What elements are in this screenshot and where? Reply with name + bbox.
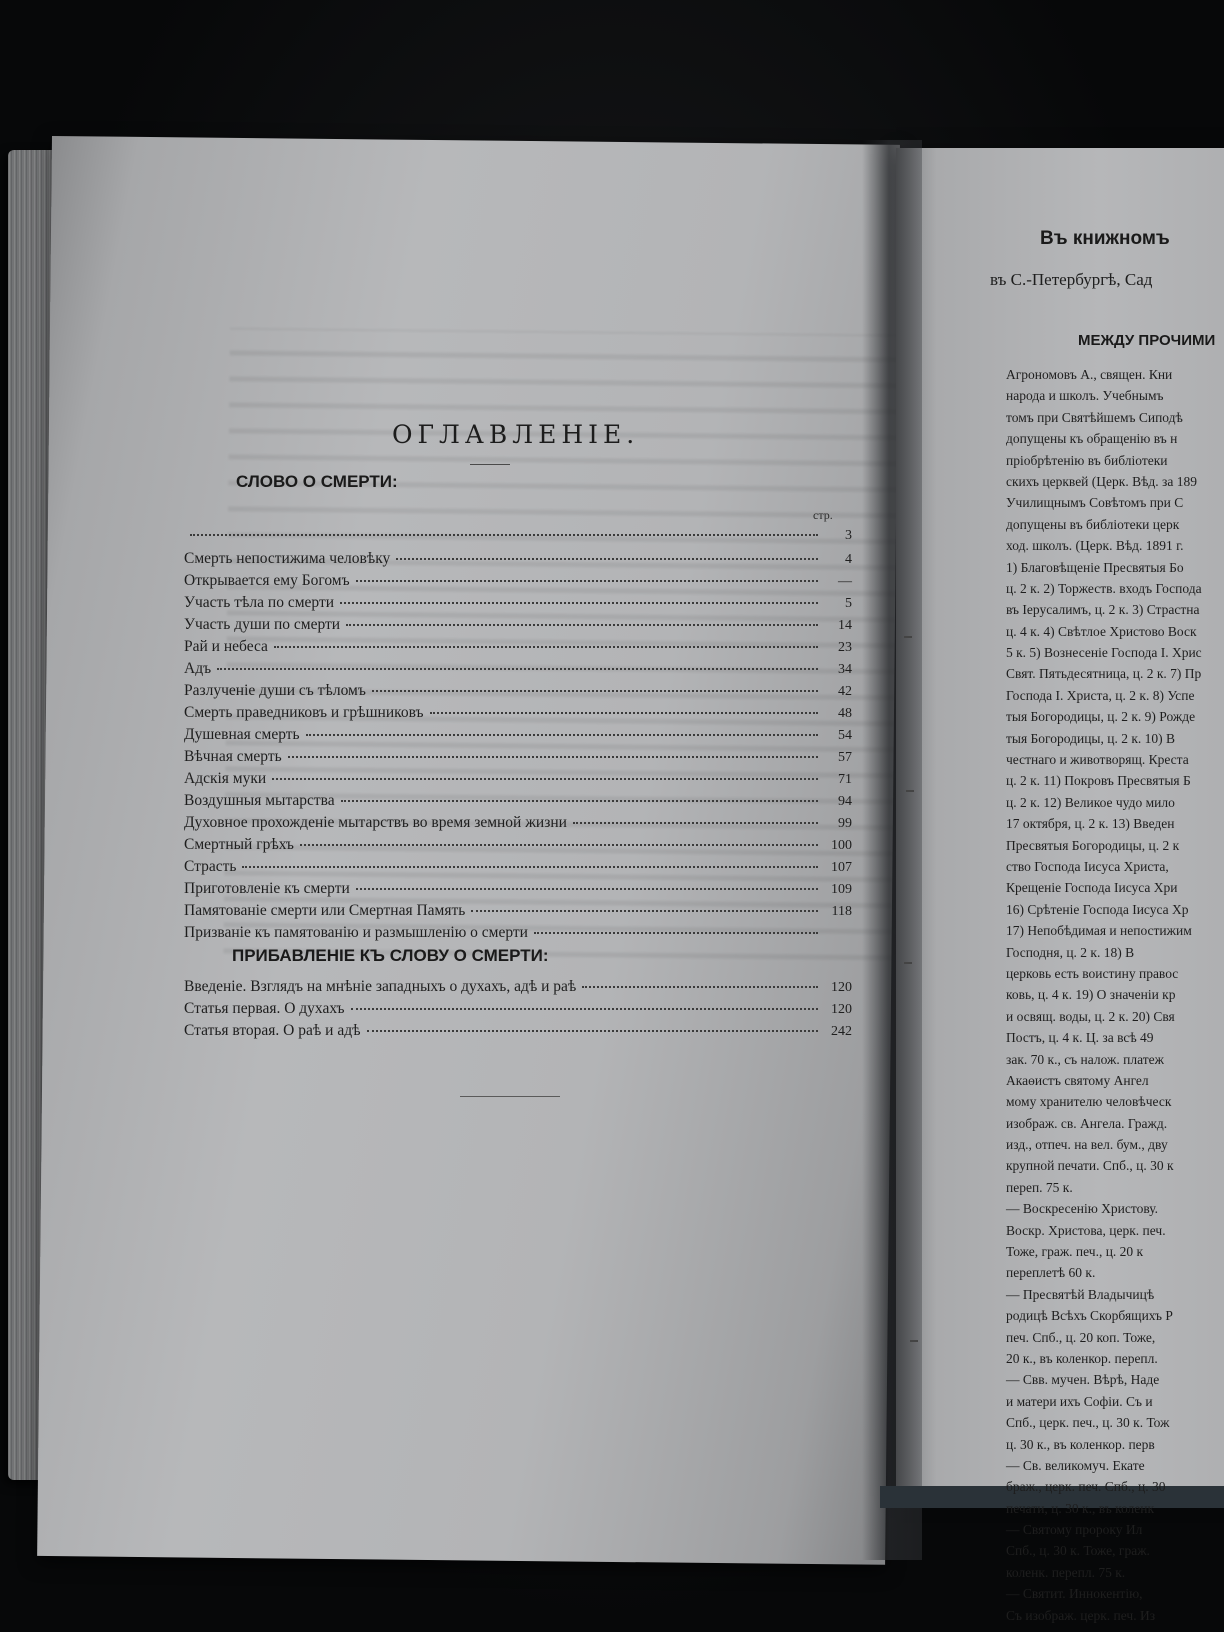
right-page-subheading: МЕЖДУ ПРОЧИМИ xyxy=(1078,332,1216,349)
toc-entry-page: 14 xyxy=(838,618,852,633)
dot-leader xyxy=(471,910,818,912)
text-line: ство Господа Іисуса Христа, xyxy=(1006,858,1169,874)
text-line: ц. 30 к., въ коленкор. перв xyxy=(1006,1436,1155,1452)
dot-leader xyxy=(396,558,818,560)
toc-entry-title: Духовное прохожденіе мытарствъ во время земной жизни xyxy=(184,814,567,831)
text-line: — Святому пророку Ил xyxy=(1006,1522,1143,1538)
gutter-shadow xyxy=(862,140,922,1560)
dot-leader xyxy=(217,668,818,670)
toc-entry xyxy=(184,792,852,814)
text-line: 1) Благовѣщеніе Пресвятыя Бо xyxy=(1006,559,1184,575)
toc-entry-page: 48 xyxy=(838,706,852,721)
toc-entry-page: 34 xyxy=(838,662,852,677)
text-line: мому хранителю человѣческ xyxy=(1006,1094,1172,1110)
toc-entry-title: Адъ xyxy=(184,660,212,677)
toc-entry xyxy=(184,770,852,792)
toc-entry-title: Рай и небеса xyxy=(184,638,268,655)
toc-entry-title: Страсть xyxy=(184,858,237,875)
text-line: ход. школъ. (Церк. Вѣд. 1891 г. xyxy=(1006,538,1184,554)
toc-entry xyxy=(184,528,852,550)
toc-entry-page: 242 xyxy=(831,1024,852,1039)
toc-entry xyxy=(184,1022,852,1044)
text-line: церковь есть воистину правос xyxy=(1006,965,1179,981)
text-line: родицѣ Всѣхъ Скорбящихъ Р xyxy=(1006,1308,1173,1324)
text-line: — Св. великомуч. Екате xyxy=(1006,1457,1145,1473)
toc-entry-title: Смертный грѣхъ xyxy=(184,836,294,853)
page-column-label: стр. xyxy=(813,508,833,522)
toc-entry-title: Участь души по смерти xyxy=(184,616,341,633)
toc-entry xyxy=(184,572,852,594)
page-nick xyxy=(906,790,914,792)
text-line: Господня, ц. 2 к. 18) В xyxy=(1006,944,1135,960)
text-line: — Воскресенію Христову. xyxy=(1006,1201,1159,1217)
toc-entry xyxy=(184,594,852,616)
dot-leader xyxy=(341,800,818,802)
dot-leader xyxy=(430,712,818,714)
text-line: — Свв. мучен. Вѣрѣ, Наде xyxy=(1006,1372,1160,1388)
toc-entry-title: Статья вторая. О раѣ и адѣ xyxy=(184,1022,361,1039)
toc-entry-page: 54 xyxy=(838,728,852,743)
dot-leader xyxy=(274,646,818,648)
text-line: печ. Спб., ц. 20 коп. Тоже, xyxy=(1006,1329,1156,1345)
text-line: скихъ церквей (Церк. Вѣд. за 189 xyxy=(1006,473,1197,489)
toc-entry-page: 109 xyxy=(831,882,852,897)
text-line: тыя Богородицы, ц. 2 к. 10) В xyxy=(1006,730,1176,746)
toc-entry-title: Вѣчная смерть xyxy=(184,748,282,765)
dot-leader xyxy=(300,844,818,846)
right-page-body xyxy=(1006,364,1224,1626)
page-nick xyxy=(904,962,912,964)
text-line: коленк. перепл. 75 к. xyxy=(1006,1564,1126,1580)
toc-entry xyxy=(184,638,852,660)
section2-heading: ПРИБАВЛЕНІЕ КЪ СЛОВУ О СМЕРТИ: xyxy=(232,946,549,965)
toc-entry xyxy=(184,748,852,770)
dot-leader xyxy=(351,1008,818,1010)
toc-entry-page: 118 xyxy=(831,904,852,919)
toc-entry xyxy=(184,978,852,1000)
dot-leader xyxy=(340,602,818,604)
text-line: допущены въ библіотеки церк xyxy=(1006,516,1180,532)
toc-entry-title: Адскія муки xyxy=(184,770,267,787)
toc-entry xyxy=(184,880,852,902)
text-line: Господа І. Христа, ц. 2 к. 8) Успе xyxy=(1006,687,1195,703)
text-line: ковь, ц. 4 к. 19) О значеніи кр xyxy=(1006,987,1176,1003)
text-line: и матери ихъ Софіи. Съ и xyxy=(1006,1393,1153,1409)
dot-leader xyxy=(190,534,818,536)
toc-entry-page: 5 xyxy=(845,596,852,611)
toc-entry xyxy=(184,1000,852,1022)
toc-entry-page: 57 xyxy=(838,750,852,765)
text-line: — Святит. Иннокентію, xyxy=(1006,1586,1143,1602)
text-line: Съ изображ. церк. печ. Из xyxy=(1006,1607,1156,1623)
toc-entry-page: 107 xyxy=(831,860,852,875)
page-nick xyxy=(904,636,912,638)
toc-entry xyxy=(184,660,852,682)
dot-leader xyxy=(288,756,818,758)
text-line: честнаго и животворящ. Креста xyxy=(1006,752,1189,768)
toc-entry xyxy=(184,924,852,946)
toc-entry xyxy=(184,902,852,924)
end-rule xyxy=(460,1096,560,1097)
toc-entry xyxy=(184,704,852,726)
text-line: Агрономовъ А., священ. Кни xyxy=(1006,367,1173,382)
text-line: изображ. св. Ангела. Гражд. xyxy=(1006,1115,1168,1131)
page-title: ОГЛАВЛЕНІЕ. xyxy=(392,420,640,449)
text-line: 5 к. 5) Вознесеніе Господа І. Хрис xyxy=(1006,645,1202,661)
text-line: браж., церк. печ. Спб., ц. 30 xyxy=(1006,1479,1166,1495)
text-line: крупной печати. Спб., ц. 30 к xyxy=(1006,1158,1174,1174)
dot-leader xyxy=(534,932,818,934)
text-line: ц. 2 к. 2) Торжеств. входъ Господа xyxy=(1006,580,1202,596)
text-line: Пресвятыя Богородицы, ц. 2 к xyxy=(1006,837,1180,853)
text-line: зак. 70 к., съ налож. платеж xyxy=(1006,1051,1164,1067)
text-line: переп. 75 к. xyxy=(1006,1179,1073,1195)
text-line: — Пресвятѣй Владычицѣ xyxy=(1006,1286,1155,1302)
text-line: Тоже, граж. печ., ц. 20 к xyxy=(1006,1244,1144,1260)
dot-leader xyxy=(306,734,818,736)
toc-entry-title: Смерть непостижима человѣку xyxy=(184,550,391,567)
toc-entry-page: 3 xyxy=(845,528,852,543)
dot-leader xyxy=(272,778,818,780)
text-line: Спб., ц. 30 к. Тоже, граж. xyxy=(1006,1543,1150,1559)
toc-entry-title: Душевная смерть xyxy=(184,726,300,743)
toc-entry xyxy=(184,858,852,880)
dot-leader xyxy=(372,690,818,692)
toc-entry-title: Приготовленіе къ смерти xyxy=(184,880,350,897)
text-line: ц. 2 к. 11) Покровъ Пресвятыя Б xyxy=(1006,773,1191,789)
text-line: печати, ц. 30 к., въ коленк xyxy=(1006,1500,1155,1516)
right-page-city: въ С.-Петербургѣ, Сад xyxy=(990,270,1153,289)
toc-entry-title: Воздушныя мытарства xyxy=(184,792,335,809)
text-line: 16) Срѣтеніе Господа Іисуса Хр xyxy=(1006,901,1189,917)
toc-entry-page: 42 xyxy=(838,684,852,699)
text-line: тыя Богородицы, ц. 2 к. 9) Рожде xyxy=(1006,709,1196,725)
toc-entry-title: Введеніе. Взглядъ на мнѣніе западныхъ о духахъ, адѣ и раѣ xyxy=(184,978,577,995)
dot-leader xyxy=(356,888,818,890)
toc-entry xyxy=(184,616,852,638)
toc-entry xyxy=(184,682,852,704)
text-line: томъ при Святѣйшемъ Сиподѣ xyxy=(1006,409,1183,425)
toc-entry-page: 94 xyxy=(838,794,852,809)
toc-entry-title: Участь тѣла по смерти xyxy=(184,594,335,611)
toc-entry-page: 71 xyxy=(838,772,852,787)
dot-leader xyxy=(573,822,818,824)
text-line: Акаѳистъ святому Ангел xyxy=(1006,1072,1149,1088)
dot-leader xyxy=(356,580,818,582)
text-line: ц. 4 к. 4) Свѣтлое Христово Воск xyxy=(1006,623,1197,639)
text-line: 17 октября, ц. 2 к. 13) Введен xyxy=(1006,816,1175,832)
toc-section2 xyxy=(184,978,852,1044)
text-line: Свят. Пятьдесятница, ц. 2 к. 7) Пр xyxy=(1006,666,1202,682)
toc-entry-page: 23 xyxy=(838,640,852,655)
text-line: изд., отпеч. на вел. бум., дву xyxy=(1006,1137,1168,1153)
section1-heading: СЛОВО О СМЕРТИ: xyxy=(236,472,398,491)
toc-entry-page: — xyxy=(838,574,852,589)
text-line: Постъ, ц. 4 к. Ц. за всѣ 49 xyxy=(1006,1030,1154,1046)
text-line: допущены къ обращенію въ н xyxy=(1006,431,1178,447)
toc-entry-title: Смерть праведниковъ и грѣшниковъ xyxy=(184,704,424,721)
text-line: Воскр. Христова, церк. печ. xyxy=(1006,1222,1166,1238)
toc-section1 xyxy=(184,528,852,946)
toc-entry xyxy=(184,550,852,572)
toc-entry-page: 100 xyxy=(831,838,852,853)
toc-entry xyxy=(184,836,852,858)
text-line: 20 к., въ коленкор. перепл. xyxy=(1006,1350,1158,1366)
toc-entry-title: Памятованіе смерти или Смертная Память xyxy=(184,902,466,919)
text-line: переплетѣ 60 к. xyxy=(1006,1265,1096,1281)
toc-entry-title: Статья первая. О духахъ xyxy=(184,1000,345,1017)
text-line: ц. 2 к. 12) Великое чудо мило xyxy=(1006,794,1175,810)
dot-leader xyxy=(582,986,818,988)
text-line: въ Іерусалимъ, ц. 2 к. 3) Страстна xyxy=(1006,602,1200,618)
page-nick xyxy=(910,1340,918,1342)
title-rule xyxy=(470,464,510,465)
text-line: 17) Непобѣдимая и непостижим xyxy=(1006,923,1192,939)
toc-entry-page: 4 xyxy=(845,552,852,567)
text-line: и освящ. воды, ц. 2 к. 20) Свя xyxy=(1006,1008,1175,1024)
right-page-heading: Въ книжномъ xyxy=(1040,228,1170,249)
toc-entry-page: 99 xyxy=(838,816,852,831)
toc-entry-title: Призваніе къ памятованію и размышленію о смерти xyxy=(184,924,528,941)
dot-leader xyxy=(242,866,818,868)
text-line: Училищнымъ Совѣтомъ при С xyxy=(1006,495,1184,511)
dot-leader xyxy=(346,624,818,626)
toc-entry-title: Открывается ему Богомъ xyxy=(184,572,350,589)
toc-entry-page: 120 xyxy=(831,980,852,995)
text-line: пріобрѣтенію въ библіотеки xyxy=(1006,452,1168,468)
toc-entry xyxy=(184,726,852,748)
toc-entry-page: 120 xyxy=(831,1002,852,1017)
text-line: Спб., церк. печ., ц. 30 к. Тож xyxy=(1006,1415,1170,1431)
text-line: народа и школъ. Учебнымъ xyxy=(1006,388,1164,404)
dot-leader xyxy=(367,1030,818,1032)
toc-entry xyxy=(184,814,852,836)
toc-entry-title: Разлученіе души съ тѣломъ xyxy=(184,682,366,699)
text-line: Крещеніе Господа Іисуса Хри xyxy=(1006,880,1178,896)
